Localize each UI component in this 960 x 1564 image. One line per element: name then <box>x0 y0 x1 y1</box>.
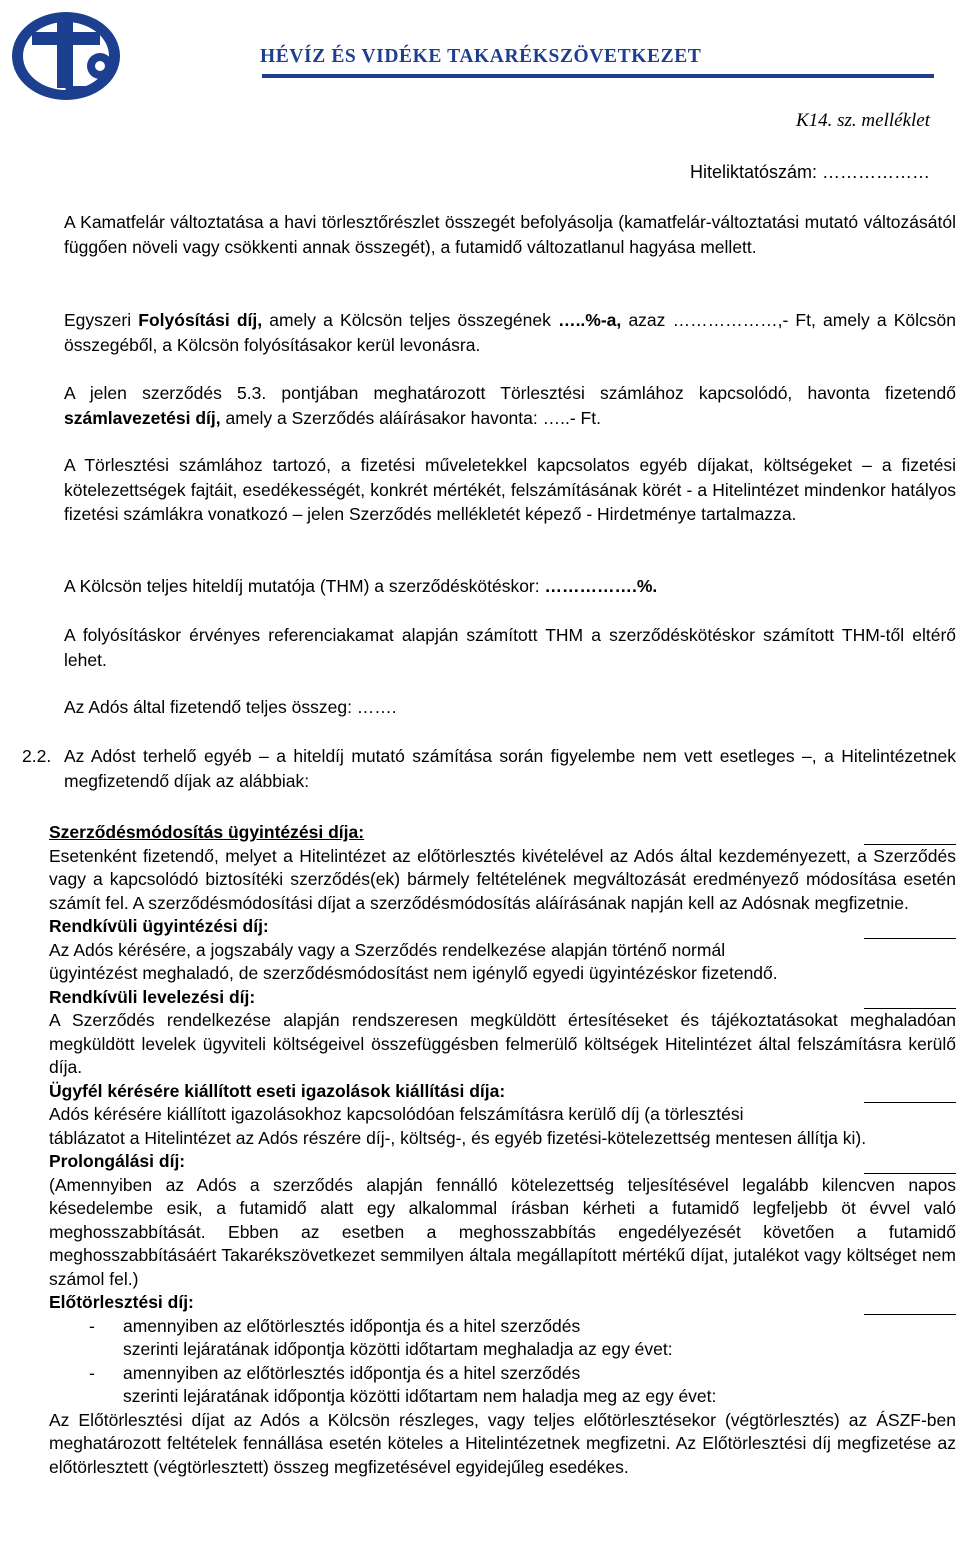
list-item-line: amennyiben az előtörlesztés időpontja és a hitel szerződés <box>123 1362 581 1383</box>
bank-name: HÉVÍZ ÉS VIDÉKE TAKARÉKSZÖVETKEZET <box>260 46 702 67</box>
fee-heading-row <box>49 986 956 1010</box>
paragraph-total-amount: Az Adós által fizetendő teljes összeg: ……. <box>64 697 397 717</box>
fee-heading-row <box>49 821 956 845</box>
fee-description: A Szerződés rendelkezése alapján rendszeresen megküldött értesítéseket és tájékoztatásokat meghaladóan megküldött levelek ügyviteli költségeivel összefüggésben felmerülő költségek Hitelintézet által felszámításra kerülő díja. <box>49 1010 956 1077</box>
amount-blank <box>864 1155 956 1174</box>
list-dash: - <box>89 1315 95 1336</box>
fee-title-extraordinary-mail: Rendkívüli levelezési díj: <box>49 986 256 1007</box>
document-header <box>0 0 960 105</box>
fee-description-line: Az Adós kérésére, a jogszabály vagy a Szerződés rendelkezése alapján történő normál <box>49 939 726 960</box>
fee-heading-row <box>49 1150 956 1174</box>
bank-logo-icon <box>8 6 126 102</box>
annex-label: K14. sz. melléklet <box>795 110 930 131</box>
fee-percent: …..%-a, <box>558 310 622 330</box>
paragraph-thm <box>64 574 956 599</box>
text: A Kölcsön teljes hiteldíj mutatója (THM) a szerződéskötéskor: <box>64 576 545 596</box>
amount-blank <box>864 920 956 939</box>
list-item-text <box>123 1362 716 1409</box>
loan-registration-number: Hiteliktatószám: ……………… <box>689 162 930 182</box>
fee-description-line: Adós kérésére kiállított igazolásokhoz kapcsolódóan felszámításra kerülő díj (a törlesztési <box>49 1104 744 1124</box>
list-item-text <box>123 1315 673 1362</box>
text: Egyszeri <box>64 310 139 330</box>
fee-description: Az Előtörlesztési díjat az Adós a Kölcsön részleges, vagy teljes előtörlesztésekor (végtörlesztés) az ÁSZF-ben meghatározott feltételek fennállása esetén köteles a Hitelintézetnek megfizetni. Az Előtörlesztési díj megfizetése az előtörlesztett (végtörlesztett) összeg megfizetésével egyidejűleg esedékes. <box>49 1409 956 1477</box>
amount-blank <box>864 1296 956 1315</box>
fee-description-line: táblázatot a Hitelintézet az Adós részére díj-, költség-, és egyéb fizetési-kötelezettség mentesen állítja ki). <box>49 1127 867 1148</box>
list-item <box>49 1315 956 1362</box>
thm-value: …………….%. <box>544 576 658 596</box>
list-item <box>49 1362 956 1409</box>
paragraph-interest-margin: A Kamatfelár változtatása a havi törlesztőrészlet összegét befolyásolja (kamatfelár-változtatási mutató változásától függően növeli vagy csökkenti annak összegét), a futamidő változatlanul hagyása mellett. <box>64 212 956 257</box>
fee-title-prolongation: Prolongálási díj: <box>49 1151 186 1171</box>
fee-description: Esetenként fizetendő, melyet a Hitelintézet az előtörlesztés kivételével az Adós által kezdeményezett, a Szerződés vagy a kapcsolódó biztosítéki szerződés(ek) bármely feltételének megváltozását eredményező módosítása esetén számít fel. A szerződésmódosítási díjat a szerződésmódosítás aláírásának napján kell az Adósnak megfizetnie. <box>49 845 956 913</box>
list-item-line: szerinti lejáratának időpontja közötti időtartam nem haladja meg az egy évet: <box>123 1386 717 1406</box>
fees-list <box>49 821 956 1479</box>
fee-title-extraordinary-admin: Rendkívüli ügyintézési díj: <box>49 916 269 936</box>
list-item-line: szerinti lejáratának időpontja közötti időtartam meghaladja az egy évet: <box>123 1339 673 1359</box>
amount-blank <box>864 990 956 1009</box>
fee-description: (Amennyiben az Adós a szerződés alapján fennálló kötelezettség teljesítésével legalább kilencven napos késedelembe esik, a futamidő alatt egy alkalommal írásban kérheti a futamidő legfeljebb öt évvel való meghosszabbítását. Ebben az esetben a meghosszabbítás engedélyezését követően a futamidő meghosszabbításáért Takarékszövetkezet semmilyen általa megállapított mértékű díjat, jutalékot vagy költséget nem számol fel.) <box>49 1174 956 1289</box>
fee-title-contract-modification: Szerződésmódosítás ügyintézési díja: <box>49 822 365 842</box>
fee-heading-row <box>49 915 956 939</box>
fee-heading-row <box>49 1291 956 1315</box>
paragraph-other-fees: A Törlesztési számlához tartozó, a fizetési műveletekkel kapcsolatos egyéb díjakat, költségeket – a fizetési kötelezettségek fajtáit, esedékességét, konkrét mértékét, felszámításának körét - a Hitelintézet mindenkor hatályos fizetési számlákra vonatkozó – jelen Szerződés mellékletét képező - Hirdetménye tartalmazza. <box>64 455 956 524</box>
text: amely a Szerződés aláírásakor havonta: …..- Ft. <box>220 407 601 428</box>
section-intro: Az Adóst terhelő egyéb – a hiteldíj mutató számítása során figyelembe nem vett esetleges –, a Hitelintézetnek megfizetendő díjak az alábbiak: <box>64 746 956 791</box>
text: azaz ………………,- Ft, amely a Kölcsön összegéből, a Kölcsön folyósításakor kerül levonásra. <box>64 310 957 355</box>
fee-title-prepayment: Előtörlesztési díj: <box>49 1292 194 1312</box>
fee-heading-row <box>49 1080 956 1104</box>
fee-description-line: ügyintézést meghaladó, de szerződésmódosítást nem igénylő egyedi ügyintézéskor fizetendő. <box>49 963 778 983</box>
list-dash: - <box>89 1362 95 1383</box>
account-fee-label: számlavezetési díj, <box>64 407 221 428</box>
text: A jelen szerződés 5.3. pontjában meghatározott Törlesztési számlához kapcsolódó, havonta fizetendő <box>64 383 956 403</box>
fee-title-certificates: Ügyfél kérésére kiállított eseti igazolások kiállítási díja: <box>49 1080 506 1101</box>
amount-blank <box>864 826 956 845</box>
paragraph-disbursement-fee <box>64 308 956 357</box>
text: amely a Kölcsön teljes összegének <box>262 310 559 330</box>
paragraph-thm-note: A folyósításkor érvényes referenciakamat alapján számított THM a szerződéskötéskor számított THM-től eltérő lehet. <box>64 625 956 670</box>
paragraph-account-fee <box>64 381 956 430</box>
disbursement-fee-label: Folyósítási díj, <box>138 310 263 330</box>
list-item-line: amennyiben az előtörlesztés időpontja és a hitel szerződés <box>123 1315 581 1336</box>
header-divider <box>262 74 934 78</box>
amount-blank <box>864 1084 956 1103</box>
section-number: 2.2. <box>22 746 52 766</box>
